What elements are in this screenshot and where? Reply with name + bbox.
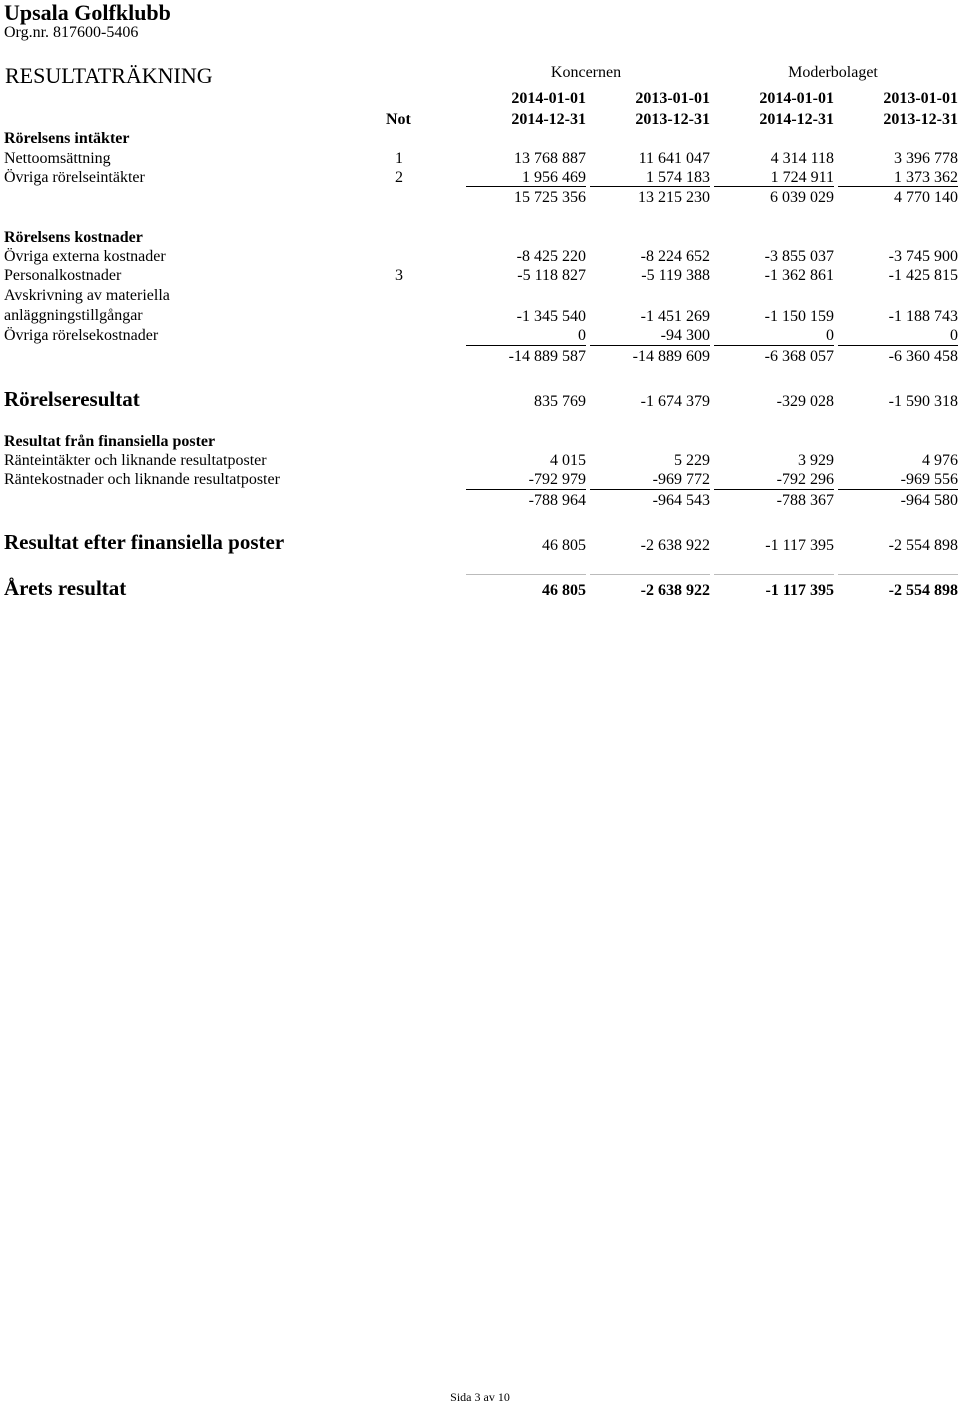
row-note-nettoomsattning: 1 bbox=[395, 150, 403, 167]
period-start-col1: 2014-01-01 bbox=[511, 90, 586, 107]
section-heading-intakter: Rörelsens intäkter bbox=[4, 130, 130, 147]
value-kostnader-sum-col2: -14 889 609 bbox=[632, 348, 710, 365]
value-personal-col3: -1 362 861 bbox=[764, 267, 834, 284]
value-ovriga-intakter-col1: 1 956 469 bbox=[522, 169, 586, 186]
subtotal-rule bbox=[714, 186, 834, 187]
row-label-efter-finans: Resultat efter finansiella poster bbox=[4, 530, 285, 554]
value-externa-col4: -3 745 900 bbox=[888, 248, 958, 265]
subtotal-rule bbox=[466, 489, 586, 490]
value-ovriga-intakter-col2: 1 574 183 bbox=[646, 169, 710, 186]
value-rorelseresultat-col1: 835 769 bbox=[534, 393, 586, 410]
value-nettoomsattning-col4: 3 396 778 bbox=[894, 150, 958, 167]
row-label-avskrivning-line1: Avskrivning av materiella bbox=[4, 287, 170, 304]
report-title: RESULTATRÄKNING bbox=[5, 63, 213, 88]
row-label-avskrivning-line2: anläggningstillgångar bbox=[4, 307, 143, 324]
period-end-col1: 2014-12-31 bbox=[511, 111, 586, 128]
value-efter-finans-col1: 46 805 bbox=[542, 537, 586, 554]
row-label-nettoomsattning: Nettoomsättning bbox=[4, 150, 111, 167]
value-nettoomsattning-col3: 4 314 118 bbox=[770, 150, 834, 167]
total-rule bbox=[714, 574, 834, 575]
value-finans-sum-col2: -964 543 bbox=[652, 492, 710, 509]
total-rule bbox=[466, 574, 586, 575]
value-rorelseresultat-col2: -1 674 379 bbox=[640, 393, 710, 410]
value-ranteintakter-col4: 4 976 bbox=[922, 452, 958, 469]
page-number: Sida 3 av 10 bbox=[450, 1390, 510, 1404]
value-avskrivning-col1: -1 345 540 bbox=[516, 308, 586, 325]
row-label-ranteintakter: Ränteintäkter och liknande resultatposter bbox=[4, 452, 267, 469]
subtotal-rule bbox=[714, 345, 834, 346]
value-avskrivning-col4: -1 188 743 bbox=[888, 308, 958, 325]
value-arets-resultat-col1: 46 805 bbox=[542, 582, 586, 599]
period-start-col3: 2014-01-01 bbox=[759, 90, 834, 107]
subtotal-rule bbox=[590, 345, 710, 346]
period-end-col3: 2014-12-31 bbox=[759, 111, 834, 128]
value-personal-col2: -5 119 388 bbox=[641, 267, 710, 284]
value-kostnader-sum-col1: -14 889 587 bbox=[508, 348, 586, 365]
row-label-externa: Övriga externa kostnader bbox=[4, 248, 166, 265]
value-rantekostnader-col4: -969 556 bbox=[900, 471, 958, 488]
value-ranteintakter-col3: 3 929 bbox=[798, 452, 834, 469]
subtotal-rule bbox=[838, 489, 958, 490]
row-label-ovriga-intakter: Övriga rörelseintäkter bbox=[4, 169, 145, 186]
section-heading-finans: Resultat från finansiella poster bbox=[4, 433, 216, 450]
row-label-rantekostnader: Räntekostnader och liknande resultatposter bbox=[4, 471, 280, 488]
value-externa-col2: -8 224 652 bbox=[640, 248, 710, 265]
value-rorelseresultat-col4: -1 590 318 bbox=[888, 393, 958, 410]
value-rorelseresultat-col3: -329 028 bbox=[776, 393, 834, 410]
total-rule bbox=[590, 574, 710, 575]
value-intakter-sum-col1: 15 725 356 bbox=[514, 189, 586, 206]
subtotal-rule bbox=[714, 489, 834, 490]
value-efter-finans-col4: -2 554 898 bbox=[888, 537, 958, 554]
group-header-koncernen: Koncernen bbox=[550, 64, 622, 81]
value-arets-resultat-col4: -2 554 898 bbox=[888, 582, 958, 599]
value-avskrivning-col3: -1 150 159 bbox=[764, 308, 834, 325]
value-kostnader-sum-col4: -6 360 458 bbox=[888, 348, 958, 365]
period-start-col2: 2013-01-01 bbox=[635, 90, 710, 107]
value-nettoomsattning-col1: 13 768 887 bbox=[514, 150, 586, 167]
value-intakter-sum-col2: 13 215 230 bbox=[638, 189, 710, 206]
row-label-rorelseresultat: Rörelseresultat bbox=[4, 387, 140, 411]
total-rule bbox=[838, 574, 958, 575]
value-intakter-sum-col3: 6 039 029 bbox=[770, 189, 834, 206]
value-nettoomsattning-col2: 11 641 047 bbox=[638, 150, 710, 167]
value-personal-col4: -1 425 815 bbox=[888, 267, 958, 284]
row-note-ovriga-intakter: 2 bbox=[395, 169, 403, 186]
value-arets-resultat-col3: -1 117 395 bbox=[765, 582, 834, 599]
value-rantekostnader-col1: -792 979 bbox=[528, 471, 586, 488]
value-efter-finans-col3: -1 117 395 bbox=[765, 537, 834, 554]
subtotal-rule bbox=[466, 345, 586, 346]
subtotal-rule bbox=[838, 186, 958, 187]
not-column-header: Not bbox=[386, 111, 411, 128]
value-ovriga-kostnader-col1: 0 bbox=[578, 327, 586, 344]
subtotal-rule bbox=[838, 345, 958, 346]
value-personal-col1: -5 118 827 bbox=[517, 267, 586, 284]
value-avskrivning-col2: -1 451 269 bbox=[640, 308, 710, 325]
subtotal-rule bbox=[590, 489, 710, 490]
value-efter-finans-col2: -2 638 922 bbox=[640, 537, 710, 554]
subtotal-rule bbox=[466, 186, 586, 187]
period-end-col2: 2013-12-31 bbox=[635, 111, 710, 128]
value-externa-col1: -8 425 220 bbox=[516, 248, 586, 265]
organization-name: Upsala Golfklubb bbox=[4, 0, 171, 25]
period-end-col4: 2013-12-31 bbox=[883, 111, 958, 128]
value-ovriga-intakter-col4: 1 373 362 bbox=[894, 169, 958, 186]
section-heading-kostnader: Rörelsens kostnader bbox=[4, 229, 143, 246]
period-start-col4: 2013-01-01 bbox=[883, 90, 958, 107]
value-intakter-sum-col4: 4 770 140 bbox=[894, 189, 958, 206]
subtotal-rule bbox=[590, 186, 710, 187]
value-ovriga-kostnader-col2: -94 300 bbox=[660, 327, 710, 344]
value-ranteintakter-col1: 4 015 bbox=[550, 452, 586, 469]
row-label-arets-resultat: Årets resultat bbox=[4, 576, 127, 600]
value-rantekostnader-col2: -969 772 bbox=[652, 471, 710, 488]
value-ovriga-kostnader-col3: 0 bbox=[826, 327, 834, 344]
value-rantekostnader-col3: -792 296 bbox=[776, 471, 834, 488]
row-label-personal: Personalkostnader bbox=[4, 267, 122, 284]
value-ovriga-kostnader-col4: 0 bbox=[950, 327, 958, 344]
value-kostnader-sum-col3: -6 368 057 bbox=[764, 348, 834, 365]
value-externa-col3: -3 855 037 bbox=[764, 248, 834, 265]
value-finans-sum-col3: -788 367 bbox=[776, 492, 834, 509]
row-label-ovriga-kostnader: Övriga rörelsekostnader bbox=[4, 327, 159, 344]
value-finans-sum-col1: -788 964 bbox=[528, 492, 586, 509]
value-finans-sum-col4: -964 580 bbox=[900, 492, 958, 509]
organization-number: Org.nr. 817600-5406 bbox=[4, 24, 139, 41]
row-note-personal: 3 bbox=[395, 267, 403, 284]
value-ranteintakter-col2: 5 229 bbox=[674, 452, 710, 469]
value-arets-resultat-col2: -2 638 922 bbox=[640, 582, 710, 599]
value-ovriga-intakter-col3: 1 724 911 bbox=[770, 169, 834, 186]
group-header-moderbolaget: Moderbolaget bbox=[788, 64, 878, 81]
